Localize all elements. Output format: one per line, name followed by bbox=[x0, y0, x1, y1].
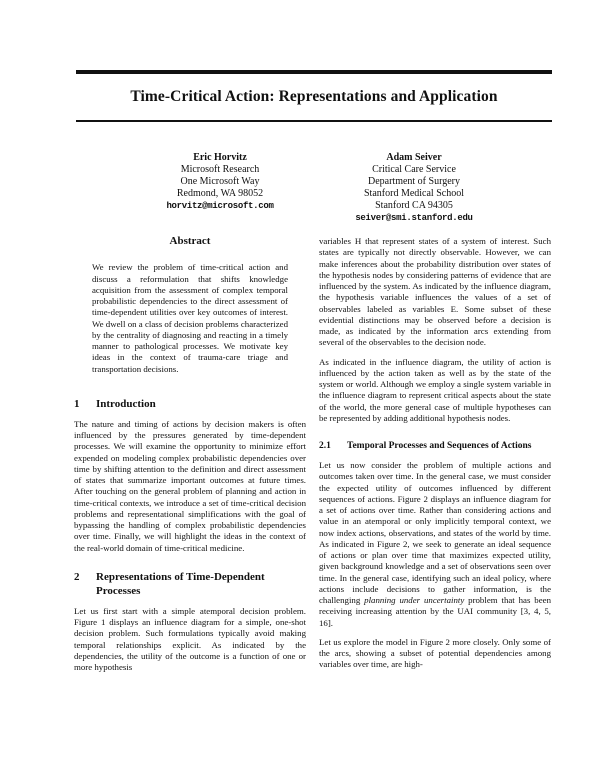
author-affiliation-line: Stanford Medical School bbox=[364, 188, 464, 199]
author-email: seiver@smi.stanford.edu bbox=[355, 213, 473, 223]
section-heading bbox=[74, 397, 306, 411]
paragraph-text: problem that has been receiving increasing attention by the UAI community [3, 4, 5, 16]. bbox=[319, 595, 552, 628]
title-rule-bottom bbox=[76, 120, 552, 122]
author-name: Eric Horvitz bbox=[193, 152, 247, 163]
author-affiliation-line: Stanford CA 94305 bbox=[375, 200, 453, 211]
author-block bbox=[120, 152, 320, 212]
author-affiliation-line: Critical Care Service bbox=[372, 164, 456, 175]
author-affiliation-line: Microsoft Research bbox=[180, 164, 260, 175]
paragraph: The nature and timing of actions by decision makers is often influenced by the pressures generated by time-dependent processes. We will examine the opportunity to minimize effort expended on modeling complex probabilistic dependencies over time by shifting attention to the definition and direct assessment of states that summarize important outcomes at future times. After touching on the general problem of planning and action in time-critical contexts, we introduce a set of time-critical decision problems and representational simplifications with the goal of bypassing the handling of complex probabilistic dependencies over time. Finally, we will highlight the ideas in the context of the real-world domain of time-critical medicine. bbox=[74, 418, 306, 553]
author-affiliation-line: One Microsoft Way bbox=[180, 176, 260, 187]
emphasis-text: planning under uncertainty bbox=[364, 595, 465, 605]
abstract-heading: Abstract bbox=[169, 235, 211, 247]
author-email: horvitz@microsoft.com bbox=[166, 201, 274, 211]
section-number: 1 bbox=[74, 397, 80, 410]
paragraph: variables H that represent states of a system of interest. Such states are typically not directly observable. However, we can make inferences about the probability distribution over states of the hypothesis nodes by considering patterns of evidence that are influenced by the system. As indicated by the influence diagram, the hypothesis variable influences the values of a set of observables labeled as variables E. Some subset of these evidential distinctions may be observed before a decision is made, as indicated by the information arcs extending from several of the observables to the decision node. bbox=[319, 236, 551, 348]
section-title: Introduction bbox=[96, 397, 156, 410]
paragraph: Let us explore the model in Figure 2 more closely. Only some of the arcs, showing a subset of potential dependencies among variables over time, are high- bbox=[319, 636, 551, 670]
section-number: 2 bbox=[74, 570, 80, 583]
subsection-heading bbox=[319, 440, 551, 452]
paragraph: As indicated in the influence diagram, the utility of action is influenced by the action taken as well as by the state of the system or world. Although we employ a single system variable in the influence diagram to represent critical aspects about the state of the world, the more general case of multiple hypotheses can be represented by adding additional hypothesis nodes. bbox=[319, 356, 551, 423]
section-title: Representations of Time-Dependent Processes bbox=[96, 570, 265, 597]
title-rule-top bbox=[76, 70, 552, 74]
author-affiliation-line: Redmond, WA 98052 bbox=[176, 188, 264, 199]
subsection-number: 2.1 bbox=[319, 441, 331, 451]
paragraph bbox=[319, 460, 551, 629]
right-column bbox=[319, 236, 551, 671]
author-affiliation-line: Department of Surgery bbox=[367, 176, 460, 187]
paragraph: Let us first start with a simple atemporal decision problem. Figure 1 displays an influence diagram for a simple, one-shot decision problem. Such formulations typically avoid making temporal relationships explicit. As indicated by the dependencies, the utility of the outcome is a function of one or more hypothesis bbox=[74, 605, 306, 672]
author-name: Adam Seiver bbox=[386, 152, 442, 163]
subsection-title: Temporal Processes and Sequences of Actions bbox=[347, 441, 532, 451]
author-block bbox=[314, 152, 514, 224]
section-heading bbox=[74, 570, 306, 598]
abstract-body: We review the problem of time-critical action and discuss a reformulation that shifts knowledge acquisition from the assessment of complex temporal probabilistic dependencies to the direct assessment of time-dependent utilities over key outcomes of interest. We dwell on a class of decision problems characterized by the centrality of diagnosing and reacting in a timely manner to pathological processes. We motivate key ideas in the context of trauma-care triage and transportation decisions. bbox=[92, 262, 288, 374]
paper-title: Time-Critical Action: Representations and Application bbox=[130, 88, 498, 105]
paragraph-text: Let us now consider the problem of multiple actions and outcomes taken over time. In the general case, we must consider the expected utility of outcomes influenced by different sequences of actions. Figure 2 displays an influence diagram for a set of actions over time. Rather than considering actions and value in an atemporal or only implicitly temporal context, we now index actions, observations, and states of the world by time. As indicated in Figure 2, we seek to generate an ideal sequence of actions or plan over time that maximizes expected utility, given background knowledge and a set of observations seen over time. In the general case, identifying such an ideal policy, where actions include decisions to gather information, is the challenging bbox=[319, 460, 551, 605]
left-column bbox=[74, 236, 306, 673]
